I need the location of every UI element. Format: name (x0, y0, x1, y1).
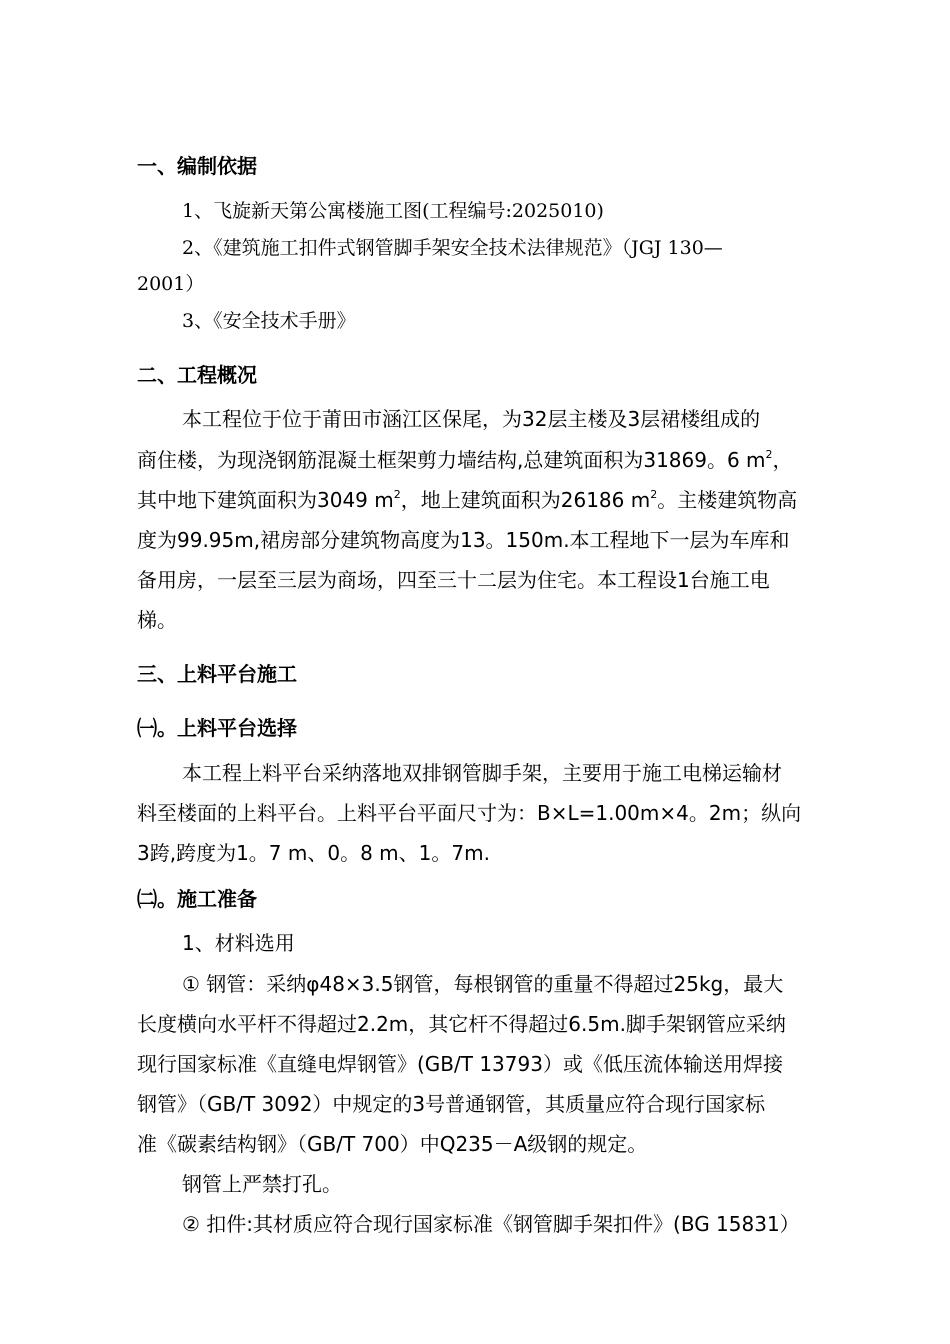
preparation-line-8: ② 扣件:其材质应符合现行国家标准《钢管脚手架扣件》(BG 15831） (182, 1212, 800, 1236)
preparation-line-2: ① 钢管：采纳φ48×3.5钢管，每根钢管的重量不得超过25kg，最大 (182, 972, 784, 996)
subsection-heading-selection: ㈠。上料平台选择 (137, 716, 297, 740)
overview-line-1: 本工程位于位于莆田市涵江区保尾，为32层主楼及3层裙楼组成的 (182, 407, 761, 431)
subsection-heading-preparation: ㈡。施工准备 (137, 887, 257, 911)
preparation-line-7: 钢管上严禁打孔。 (182, 1172, 342, 1196)
basis-item-2: 2、《建筑施工扣件式钢管脚手架安全技术法律规范》（JGJ 130— (182, 237, 723, 259)
preparation-line-3: 长度横向水平杆不得超过2.2m，其它杆不得超过6.5m.脚手架钢管应采纳 (137, 1012, 786, 1036)
selection-line-3: 3跨,跨度为1。7 m、0。8 m、1。7m. (137, 841, 490, 865)
section-heading-basis: 一、编制依据 (137, 154, 257, 178)
superscript-2: 2 (765, 448, 773, 461)
preparation-line-4: 现行国家标准《直缝电焊钢管》(GB/T 13793）或《低压流体输送用焊接 (137, 1052, 783, 1076)
preparation-line-1: 1、材料选用 (182, 931, 295, 955)
superscript-2: 2 (393, 488, 401, 501)
section-heading-platform: 三、上料平台施工 (137, 662, 297, 686)
basis-item-3: 3、《安全技术手册》 (182, 310, 356, 332)
overview-line-6: 梯。 (137, 608, 177, 632)
superscript-2: 2 (650, 488, 658, 501)
selection-line-2: 料至楼面的上料平台。上料平台平面尺寸为：B×L=1.00m×4。2m；纵向 (137, 801, 802, 825)
selection-line-1: 本工程上料平台采纳落地双排钢管脚手架，主要用于施工电梯运输材 (182, 761, 782, 785)
basis-item-1: 1、飞旋新天第公寓楼施工图(工程编号:2025010) (182, 200, 604, 222)
section-heading-overview: 二、工程概况 (137, 363, 257, 387)
preparation-line-6: 准《碳素结构钢》（GB/T 700）中Q235－A级钢的规定。 (137, 1132, 648, 1156)
overview-line-4: 度为99.95m,裙房部分建筑物高度为13。150m.本工程地下一层为车库和 (137, 528, 790, 552)
overview-line-2: 商住楼，为现浇钢筋混凝土框架剪力墙结构,总建筑面积为31869。6 $m^2$， (137, 448, 793, 472)
basis-item-2-cont: 2001） (137, 273, 205, 295)
overview-line-5: 备用房，一层至三层为商场，四至三十二层为住宅。本工程设1台施工电 (137, 568, 770, 592)
preparation-line-5: 钢管》（GB/T 3092）中规定的3号普通钢管，其质量应符合现行国家标 (137, 1092, 766, 1116)
overview-line-3: 其中地下建筑面积为3049 $m^2$，地上建筑面积为26186 $m^2$。主楼建筑物高 (137, 488, 798, 512)
